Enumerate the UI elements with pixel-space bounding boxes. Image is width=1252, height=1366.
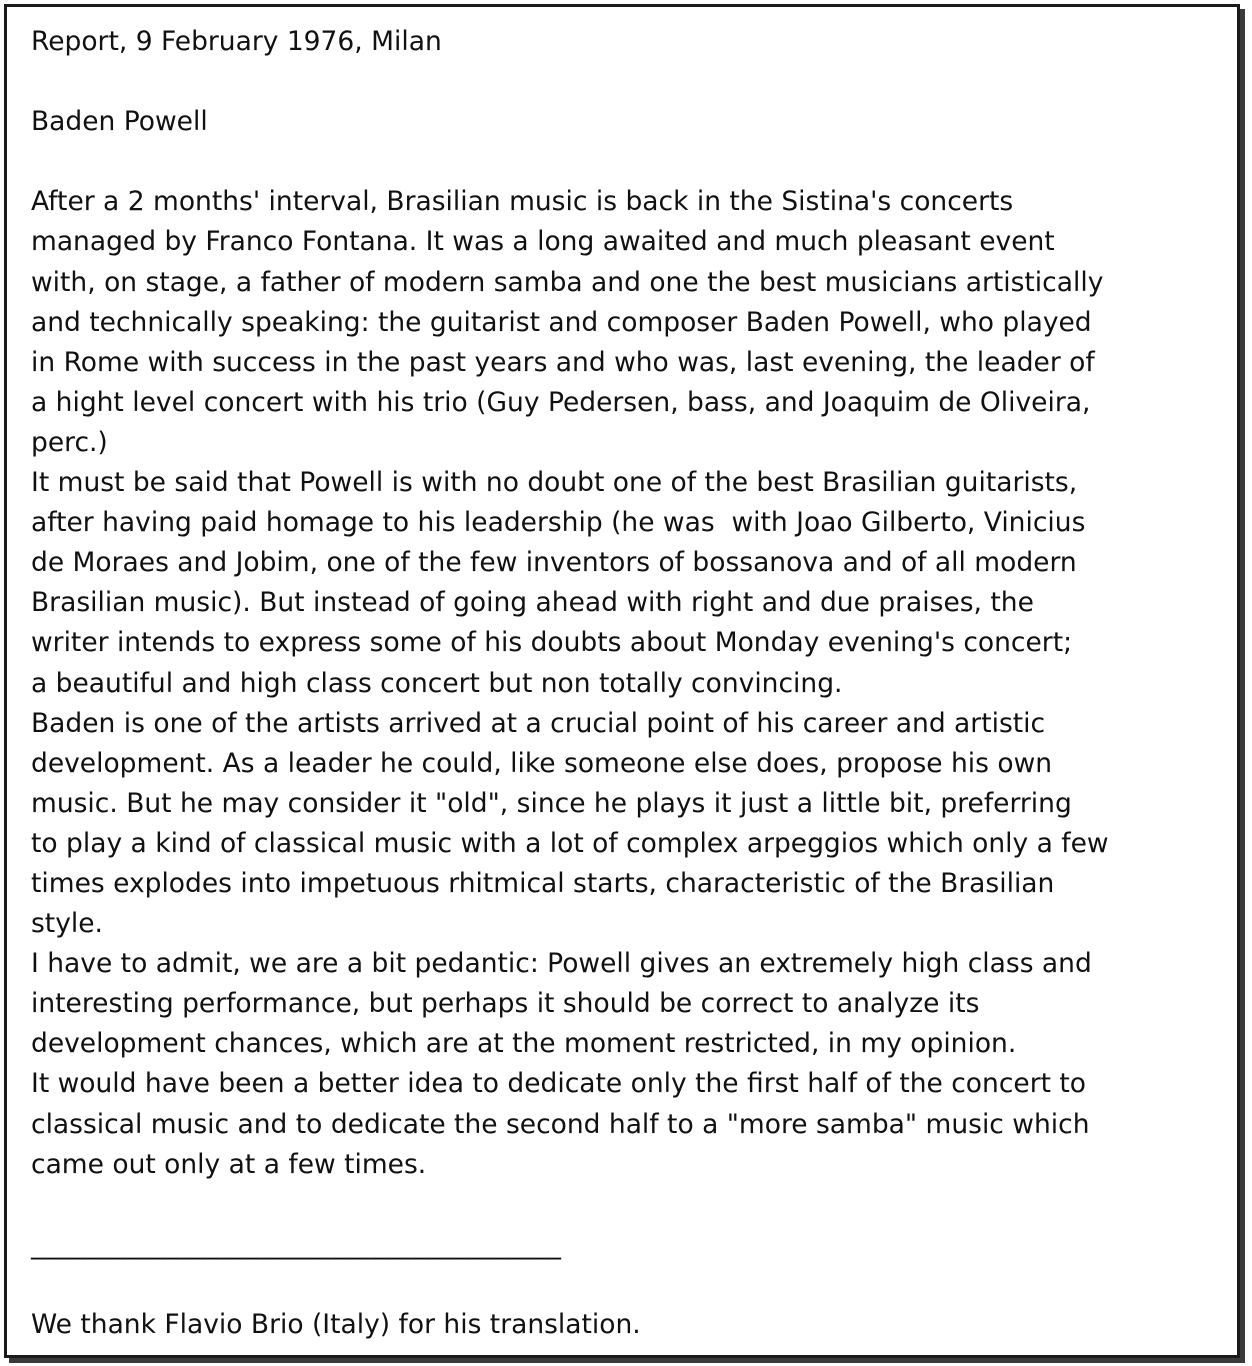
separator-rule: ________________________________________	[31, 1228, 561, 1260]
body-line: classical music and to dedicate the second half to a "more samba" music which	[31, 1108, 1090, 1140]
document-content	[31, 22, 1226, 1345]
spacer	[31, 1265, 1226, 1305]
body-line: development chances, which are at the moment restricted, in my opinion.	[31, 1028, 1017, 1060]
body-line: music. But he may consider it "old", since he plays it just a little bit, preferring	[31, 787, 1072, 819]
body-line: I have to admit, we are a bit pedantic: Powell gives an extremely high class and	[31, 948, 1092, 980]
dateline: Report, 9 February 1976, Milan	[31, 26, 442, 57]
body-line: de Moraes and Jobim, one of the few inventors of bossanova and of all modern	[31, 547, 1077, 579]
subject-heading: Baden Powell	[31, 106, 208, 138]
body-line: After a 2 months' interval, Brasilian music is back in the Sistina's concerts	[31, 186, 1014, 218]
spacer	[31, 142, 1226, 182]
spacer	[31, 62, 1226, 102]
body-line: managed by Franco Fontana. It was a long awaited and much pleasant event	[31, 226, 1055, 258]
body-line: Baden is one of the artists arrived at a crucial point of his career and artistic	[31, 707, 1046, 739]
body-line: perc.)	[31, 426, 108, 458]
article-body	[31, 182, 1226, 1184]
body-line: to play a kind of classical music with a lot of complex arpeggios which only a few	[31, 827, 1109, 859]
body-line: It would have been a better idea to dedicate only the first half of the concert to	[31, 1068, 1087, 1100]
body-line: Brasilian music). But instead of going ahead with right and due praises, the	[31, 587, 1034, 619]
translation-credit: We thank Flavio Brio (Italy) for his translation.	[31, 1309, 641, 1340]
body-line: and technically speaking: the guitarist and composer Baden Powell, who played	[31, 306, 1092, 338]
body-line: interesting performance, but perhaps it should be correct to analyze its	[31, 988, 980, 1020]
body-line: development. As a leader he could, like someone else does, propose his own	[31, 747, 1053, 779]
body-line: style.	[31, 908, 103, 940]
body-line: times explodes into impetuous rhitmical starts, characteristic of the Brasilian	[31, 867, 1055, 899]
body-line: writer intends to express some of his doubts about Monday evening's concert;	[31, 627, 1073, 659]
body-line: with, on stage, a father of modern samba and one the best musicians artistically	[31, 266, 1104, 298]
body-line: came out only at a few times.	[31, 1148, 427, 1180]
body-line: a beautiful and high class concert but non totally convincing.	[31, 667, 843, 699]
body-line: after having paid homage to his leadership (he was with Joao Gilberto, Vinicius	[31, 507, 1086, 539]
body-line: It must be said that Powell is with no doubt one of the best Brasilian guitarists,	[31, 467, 1078, 499]
body-line: in Rome with success in the past years and who was, last evening, the leader of	[31, 346, 1095, 378]
spacer	[31, 1185, 1226, 1225]
body-line: a hight level concert with his trio (Guy Pedersen, bass, and Joaquim de Oliveira,	[31, 386, 1091, 418]
